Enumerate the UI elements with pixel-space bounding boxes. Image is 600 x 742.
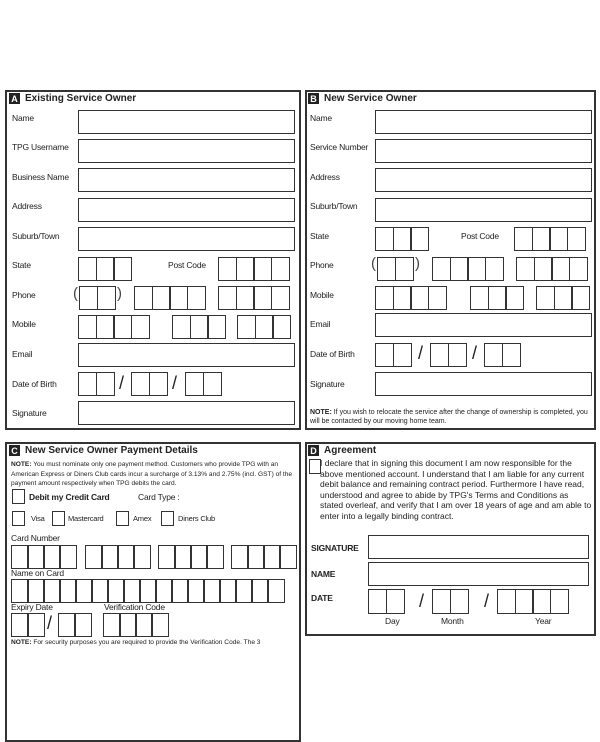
b-mobile-input-3[interactable] [536, 286, 589, 310]
character-box[interactable] [514, 227, 533, 251]
character-box[interactable] [549, 227, 568, 251]
service-number-label: Service Number [310, 142, 369, 152]
character-box[interactable] [551, 257, 570, 281]
mastercard-checkbox[interactable] [52, 511, 65, 526]
amex-label: Amex [133, 514, 152, 523]
a-name-input[interactable] [78, 110, 295, 134]
slash: / [484, 591, 490, 611]
character-box[interactable] [107, 579, 125, 603]
character-box[interactable] [515, 589, 534, 614]
card-number-group-2[interactable] [85, 545, 149, 569]
character-box[interactable] [133, 545, 151, 569]
character-box[interactable] [96, 315, 115, 339]
signature-label: Signature [310, 379, 345, 389]
character-box[interactable] [79, 286, 98, 310]
section-b-header [308, 93, 417, 104]
section-d-header [308, 445, 376, 456]
mastercard-label: Mastercard [68, 514, 104, 523]
character-box[interactable] [97, 286, 116, 310]
card-type-label: Card Type : [138, 492, 180, 502]
character-box[interactable] [206, 545, 224, 569]
date-label: DATE [311, 593, 333, 603]
year-label: Year [535, 616, 552, 626]
b-dob-day[interactable] [375, 343, 410, 367]
dob-label: Date of Birth [12, 379, 57, 389]
character-box[interactable] [59, 579, 77, 603]
character-box[interactable] [502, 343, 521, 367]
character-box[interactable] [85, 545, 103, 569]
character-box[interactable] [253, 286, 272, 310]
signature-label: SIGNATURE [311, 543, 359, 553]
character-box[interactable] [375, 227, 394, 251]
paren: ( [73, 285, 78, 302]
expiry-month[interactable] [11, 613, 43, 637]
character-box[interactable] [119, 613, 137, 637]
character-box[interactable] [368, 589, 387, 614]
character-box[interactable] [172, 315, 191, 339]
b-dob-year[interactable] [484, 343, 519, 367]
character-box[interactable] [532, 227, 551, 251]
character-box[interactable] [219, 579, 237, 603]
character-box[interactable] [272, 315, 291, 339]
character-box[interactable] [123, 579, 141, 603]
character-box[interactable] [43, 545, 61, 569]
note-text: You must nominate only one payment method. Customers who provide TPG with an American Express or Diners Club cards incur a surcharge of 3.13% and 2.75% (incl. GST) of the payment amount respectively when TPG debits the card. [11, 461, 293, 487]
postcode-label: Post Code [168, 260, 206, 270]
character-box[interactable] [485, 257, 504, 281]
character-box[interactable] [235, 579, 253, 603]
b-phone-input-1[interactable] [432, 257, 502, 281]
debit-label: Debit my Credit Card [29, 492, 110, 502]
character-box[interactable] [59, 545, 77, 569]
character-box[interactable] [393, 343, 412, 367]
character-box[interactable] [96, 257, 115, 281]
character-box[interactable] [393, 286, 412, 310]
character-box[interactable] [536, 286, 555, 310]
card-number-label: Card Number [11, 533, 60, 543]
note-text: For security purposes you are required to provide the Verification Code. The 3 [33, 639, 261, 646]
character-box[interactable] [450, 257, 469, 281]
character-box[interactable] [430, 343, 449, 367]
a-username-input[interactable] [78, 139, 295, 163]
state-label: State [310, 231, 329, 241]
character-box[interactable] [218, 286, 237, 310]
section-letter: A [9, 93, 20, 104]
character-box[interactable] [375, 343, 394, 367]
character-box[interactable] [190, 545, 208, 569]
character-box[interactable] [11, 545, 29, 569]
character-box[interactable] [554, 286, 573, 310]
character-box[interactable] [101, 545, 119, 569]
character-box[interactable] [448, 343, 467, 367]
character-box[interactable] [135, 613, 153, 637]
character-box[interactable] [158, 545, 176, 569]
address-label: Address [310, 172, 340, 182]
payment-note [11, 460, 301, 489]
dob-label: Date of Birth [310, 349, 355, 359]
character-box[interactable] [271, 257, 290, 281]
character-box[interactable] [497, 589, 516, 614]
character-box[interactable] [78, 315, 97, 339]
character-box[interactable] [516, 257, 535, 281]
character-box[interactable] [484, 343, 503, 367]
character-box[interactable] [393, 227, 412, 251]
section-title: Existing Service Owner [25, 93, 137, 104]
character-box[interactable] [428, 286, 447, 310]
phone-label: Phone [12, 290, 36, 300]
character-box[interactable] [75, 579, 93, 603]
mobile-label: Mobile [310, 290, 334, 300]
character-box[interactable] [96, 372, 115, 396]
visa-checkbox[interactable] [12, 511, 25, 526]
character-box[interactable] [171, 579, 189, 603]
postcode-label: Post Code [461, 231, 499, 241]
paren: ( [371, 255, 376, 272]
b-mobile-input-1[interactable] [375, 286, 445, 310]
date-month[interactable] [432, 589, 467, 614]
character-box[interactable] [255, 315, 274, 339]
character-box[interactable] [467, 257, 486, 281]
character-box[interactable] [134, 286, 153, 310]
a-dob-month[interactable] [131, 372, 166, 396]
b-postcode-input[interactable] [514, 227, 584, 251]
character-box[interactable] [174, 545, 192, 569]
slash: / [119, 373, 125, 393]
a-suburb-input[interactable] [78, 227, 295, 251]
note-text: If you wish to relocate the service after the change of ownership is completed, you will be contacted by our moving home team. [310, 409, 588, 426]
suburb-label: Suburb/Town [12, 231, 60, 241]
debit-credit-card-checkbox[interactable] [12, 489, 25, 504]
section-letter: B [308, 93, 319, 104]
business-label: Business Name [12, 172, 69, 182]
a-email-input[interactable] [78, 343, 295, 367]
character-box[interactable] [395, 257, 414, 281]
b-state-input[interactable] [375, 227, 428, 251]
section-a-header [9, 93, 136, 104]
state-label: State [12, 260, 31, 270]
slash: / [418, 343, 424, 363]
character-box[interactable] [432, 257, 451, 281]
paren: ) [117, 285, 122, 302]
note-label: NOTE: [11, 461, 32, 468]
diners-club-label: Diners Club [178, 514, 215, 523]
verification-code-input[interactable] [103, 613, 167, 637]
character-box[interactable] [263, 545, 281, 569]
a-postcode-input[interactable] [218, 257, 288, 281]
email-label: Email [12, 349, 33, 359]
character-box[interactable] [375, 286, 394, 310]
a-phone-area-input[interactable] [79, 286, 114, 310]
date-day[interactable] [368, 589, 403, 614]
character-box[interactable] [149, 372, 168, 396]
character-box[interactable] [410, 286, 429, 310]
section-title: Agreement [324, 445, 377, 456]
a-mobile-input-1[interactable] [78, 315, 148, 339]
character-box[interactable] [267, 579, 285, 603]
character-box[interactable] [131, 372, 150, 396]
character-box[interactable] [279, 545, 297, 569]
character-box[interactable] [131, 315, 150, 339]
verification-label: Verification Code [104, 602, 165, 612]
character-box[interactable] [236, 257, 255, 281]
a-signature-input[interactable] [78, 401, 295, 425]
character-box[interactable] [74, 613, 92, 637]
character-box[interactable] [203, 372, 222, 396]
slash: / [47, 613, 53, 633]
security-note [11, 639, 299, 647]
character-box[interactable] [151, 613, 169, 637]
character-box[interactable] [247, 545, 265, 569]
character-box[interactable] [91, 579, 109, 603]
character-box[interactable] [569, 257, 588, 281]
note-label: NOTE: [11, 639, 32, 646]
character-box[interactable] [169, 286, 188, 310]
character-box[interactable] [190, 315, 209, 339]
b-address-input[interactable] [375, 168, 592, 192]
a-dob-day[interactable] [78, 372, 113, 396]
b-email-input[interactable] [375, 313, 592, 337]
character-box[interactable] [139, 579, 157, 603]
character-box[interactable] [218, 257, 237, 281]
b-mobile-input-2[interactable] [470, 286, 523, 310]
character-box[interactable] [43, 579, 61, 603]
character-box[interactable] [534, 257, 553, 281]
character-box[interactable] [78, 257, 97, 281]
address-label: Address [12, 201, 42, 211]
character-box[interactable] [58, 613, 76, 637]
section-c-header [9, 445, 198, 456]
paren: ) [415, 255, 420, 272]
character-box[interactable] [432, 589, 451, 614]
day-label: Day [385, 616, 400, 626]
mobile-label: Mobile [12, 319, 36, 329]
card-number-group-4[interactable] [231, 545, 295, 569]
diners-club-checkbox[interactable] [161, 511, 174, 526]
slash: / [172, 373, 178, 393]
month-label: Month [441, 616, 464, 626]
character-box[interactable] [113, 315, 132, 339]
character-box[interactable] [27, 545, 45, 569]
character-box[interactable] [377, 257, 396, 281]
character-box[interactable] [152, 286, 171, 310]
character-box[interactable] [11, 613, 29, 637]
a-phone-input-1[interactable] [134, 286, 204, 310]
a-business-input[interactable] [78, 168, 295, 192]
b-dob-month[interactable] [430, 343, 465, 367]
name-on-card-label: Name on Card [11, 568, 64, 578]
character-box[interactable] [550, 589, 569, 614]
character-box[interactable] [185, 372, 204, 396]
username-label: TPG Username [12, 142, 69, 152]
character-box[interactable] [470, 286, 489, 310]
name-label: Name [310, 113, 332, 123]
slash: / [472, 343, 478, 363]
name-label: Name [12, 113, 34, 123]
section-title: New Service Owner [324, 93, 417, 104]
character-box[interactable] [27, 579, 45, 603]
character-box[interactable] [78, 372, 97, 396]
card-number-group-1[interactable] [11, 545, 75, 569]
character-box[interactable] [251, 579, 269, 603]
character-box[interactable] [532, 589, 551, 614]
character-box[interactable] [155, 579, 173, 603]
character-box[interactable] [117, 545, 135, 569]
section-letter: C [9, 445, 20, 456]
amex-checkbox[interactable] [116, 511, 129, 526]
a-phone-input-2[interactable] [218, 286, 288, 310]
b-suburb-input[interactable] [375, 198, 592, 222]
slash: / [419, 591, 425, 611]
character-box[interactable] [450, 589, 469, 614]
name-label: NAME [311, 569, 336, 579]
character-box[interactable] [386, 589, 405, 614]
character-box[interactable] [237, 315, 256, 339]
d-signature-input[interactable] [368, 535, 589, 559]
agreement-text: I declare that in signing this document I am now responsible for the above mentioned account. I understand that I am liable for any current debit balance and remaining contract period. Furthermore I have read, understood and agree to abide by TPG's Terms and Conditions as stated overleaf, and verify that I am over 18 years of age and am able to enter into a legally binding contract. [320, 458, 592, 521]
phone-label: Phone [310, 260, 334, 270]
d-name-input[interactable] [368, 562, 589, 586]
expiry-year[interactable] [58, 613, 90, 637]
note-label: NOTE: [310, 409, 332, 416]
b-service-number-input[interactable] [375, 139, 592, 163]
character-box[interactable] [231, 545, 249, 569]
character-box[interactable] [505, 286, 524, 310]
email-label: Email [310, 319, 331, 329]
b-name-input[interactable] [375, 110, 592, 134]
character-box[interactable] [567, 227, 586, 251]
character-box[interactable] [488, 286, 507, 310]
character-box[interactable] [253, 257, 272, 281]
b-phone-area-input[interactable] [377, 257, 412, 281]
expiry-label: Expiry Date [11, 602, 53, 612]
b-phone-input-2[interactable] [516, 257, 586, 281]
character-box[interactable] [11, 579, 29, 603]
a-dob-year[interactable] [185, 372, 220, 396]
a-address-input[interactable] [78, 198, 295, 222]
character-box[interactable] [113, 257, 132, 281]
character-box[interactable] [410, 227, 429, 251]
b-signature-input[interactable] [375, 372, 592, 396]
name-on-card-input[interactable] [11, 579, 283, 603]
character-box[interactable] [27, 613, 45, 637]
character-box[interactable] [271, 286, 290, 310]
a-state-input[interactable] [78, 257, 131, 281]
character-box[interactable] [571, 286, 590, 310]
section-letter: D [308, 445, 319, 456]
visa-label: Visa [31, 514, 45, 523]
character-box[interactable] [187, 286, 206, 310]
character-box[interactable] [187, 579, 205, 603]
a-mobile-input-3[interactable] [237, 315, 290, 339]
character-box[interactable] [207, 315, 226, 339]
date-year[interactable] [497, 589, 567, 614]
character-box[interactable] [236, 286, 255, 310]
card-number-group-3[interactable] [158, 545, 222, 569]
section-title: New Service Owner Payment Details [25, 445, 198, 456]
relocation-note [310, 408, 592, 427]
character-box[interactable] [203, 579, 221, 603]
suburb-label: Suburb/Town [310, 201, 358, 211]
a-mobile-input-2[interactable] [172, 315, 225, 339]
signature-label: Signature [12, 408, 47, 418]
character-box[interactable] [103, 613, 121, 637]
